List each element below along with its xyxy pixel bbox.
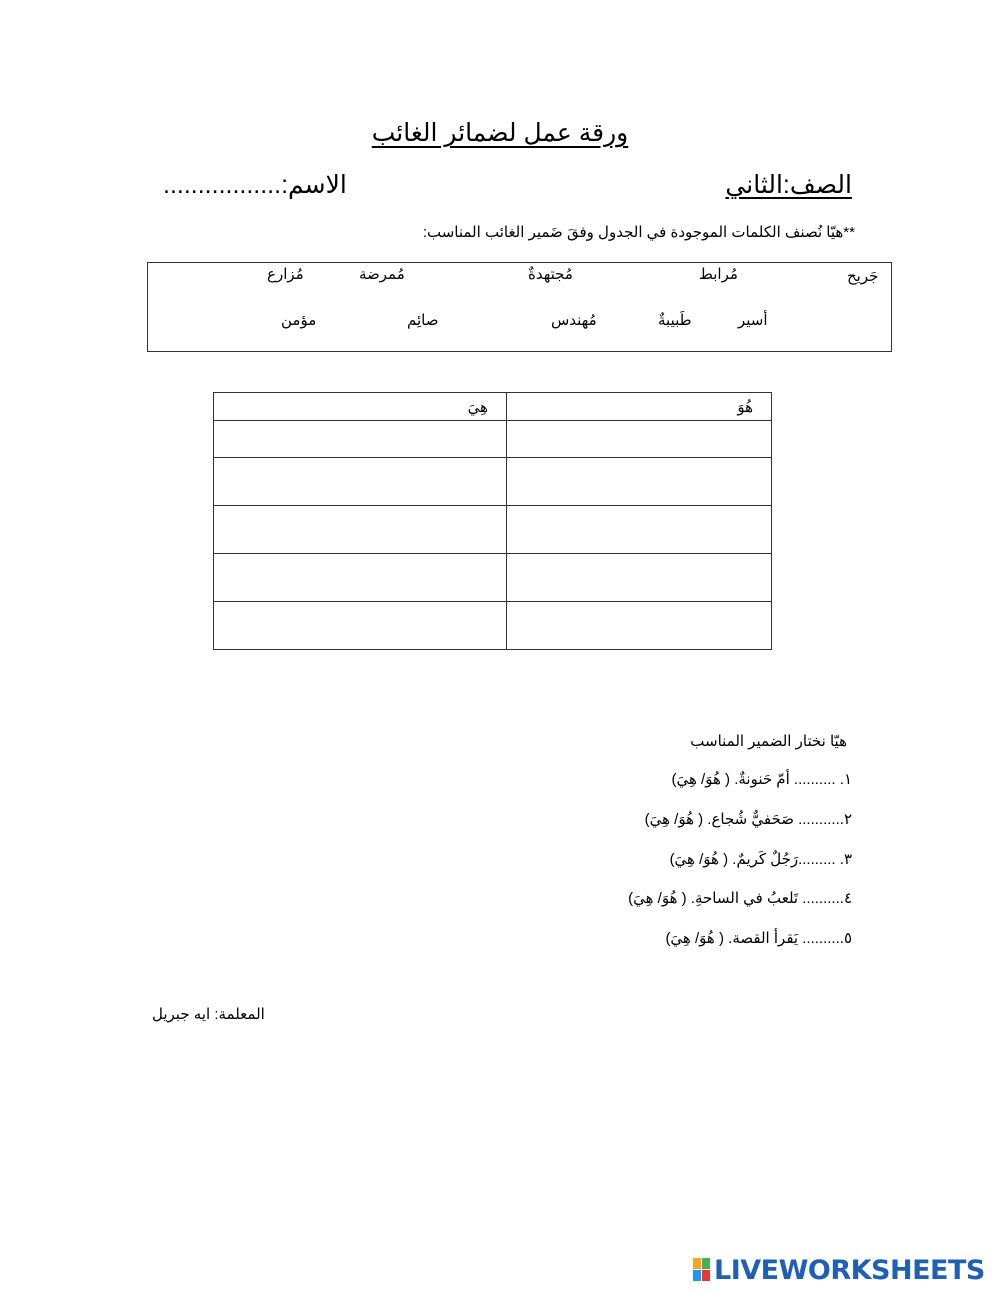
drop-cell-he[interactable]	[507, 421, 772, 458]
question-item[interactable]: ١. .......... أمّ حَنونةٌ. ( هُوَ/ هِيَ)	[671, 771, 852, 788]
logo-icon	[693, 1258, 711, 1282]
table-row	[214, 602, 772, 650]
question-item[interactable]: ٤.......... تَلعبُ في الساحةِ. ( هُوَ/ هِيَ)	[628, 890, 852, 907]
column-header-he: هُوَ	[507, 393, 772, 421]
grade-label: الصف:الثاني	[725, 171, 852, 199]
page-title: ورقة عمل لضمائر الغائب	[371, 119, 629, 147]
name-field[interactable]: الاسم:.................	[163, 171, 347, 199]
logo-block	[702, 1258, 710, 1269]
drop-cell-she[interactable]	[214, 554, 507, 602]
word-item[interactable]: مُمرضة	[359, 266, 405, 283]
table-row	[214, 421, 772, 458]
question-item[interactable]: ٣. .........رَجُلٌ كَريمٌ. ( هُوَ/ هِيَ)	[669, 851, 852, 868]
word-item[interactable]: مُزارع	[267, 266, 304, 283]
logo-block	[693, 1258, 701, 1269]
word-item[interactable]: مُهندس	[551, 312, 597, 329]
drop-cell-he[interactable]	[507, 458, 772, 506]
question-item[interactable]: ٢........... صَحَفيٌّ شُجاع. ( هُوَ/ هِيَ)	[644, 811, 852, 828]
drop-cell-she[interactable]	[214, 602, 507, 650]
table-row	[214, 506, 772, 554]
section-heading: هيّا نختار الضمير المناسب	[690, 733, 847, 750]
drop-cell-she[interactable]	[214, 458, 507, 506]
drop-cell-he[interactable]	[507, 506, 772, 554]
column-header-she: هِيَ	[214, 393, 507, 421]
drop-cell-he[interactable]	[507, 602, 772, 650]
word-bank	[147, 262, 892, 352]
word-item[interactable]: أسير	[738, 312, 768, 329]
logo-text: LIVEWORKSHEETS	[714, 1254, 985, 1286]
instruction-text: **هيّا نُصنف الكلمات الموجودة في الجدول وفقَ ضَمير الغائب المناسب:	[422, 224, 855, 241]
question-item[interactable]: ٥.......... يَقرأ القصة. ( هُوَ/ هِيَ)	[665, 930, 852, 947]
logo-block	[702, 1270, 710, 1281]
word-item[interactable]: مُجتهدةٌ	[528, 266, 573, 283]
word-item[interactable]: مُرابط	[699, 266, 738, 283]
drop-cell-she[interactable]	[214, 506, 507, 554]
drop-cell-she[interactable]	[214, 421, 507, 458]
liveworksheets-logo	[693, 1254, 985, 1286]
logo-block	[693, 1270, 701, 1281]
sort-table	[213, 392, 772, 650]
table-row	[214, 458, 772, 506]
word-item[interactable]: صائِم	[407, 312, 439, 329]
teacher-name: المعلمة: ايه جبريل	[152, 1006, 265, 1023]
word-item[interactable]: طَبيبةٌ	[658, 312, 692, 329]
table-row	[214, 554, 772, 602]
drop-cell-he[interactable]	[507, 554, 772, 602]
word-item[interactable]: جَريح	[847, 268, 879, 285]
word-item[interactable]: مؤمن	[281, 312, 317, 329]
